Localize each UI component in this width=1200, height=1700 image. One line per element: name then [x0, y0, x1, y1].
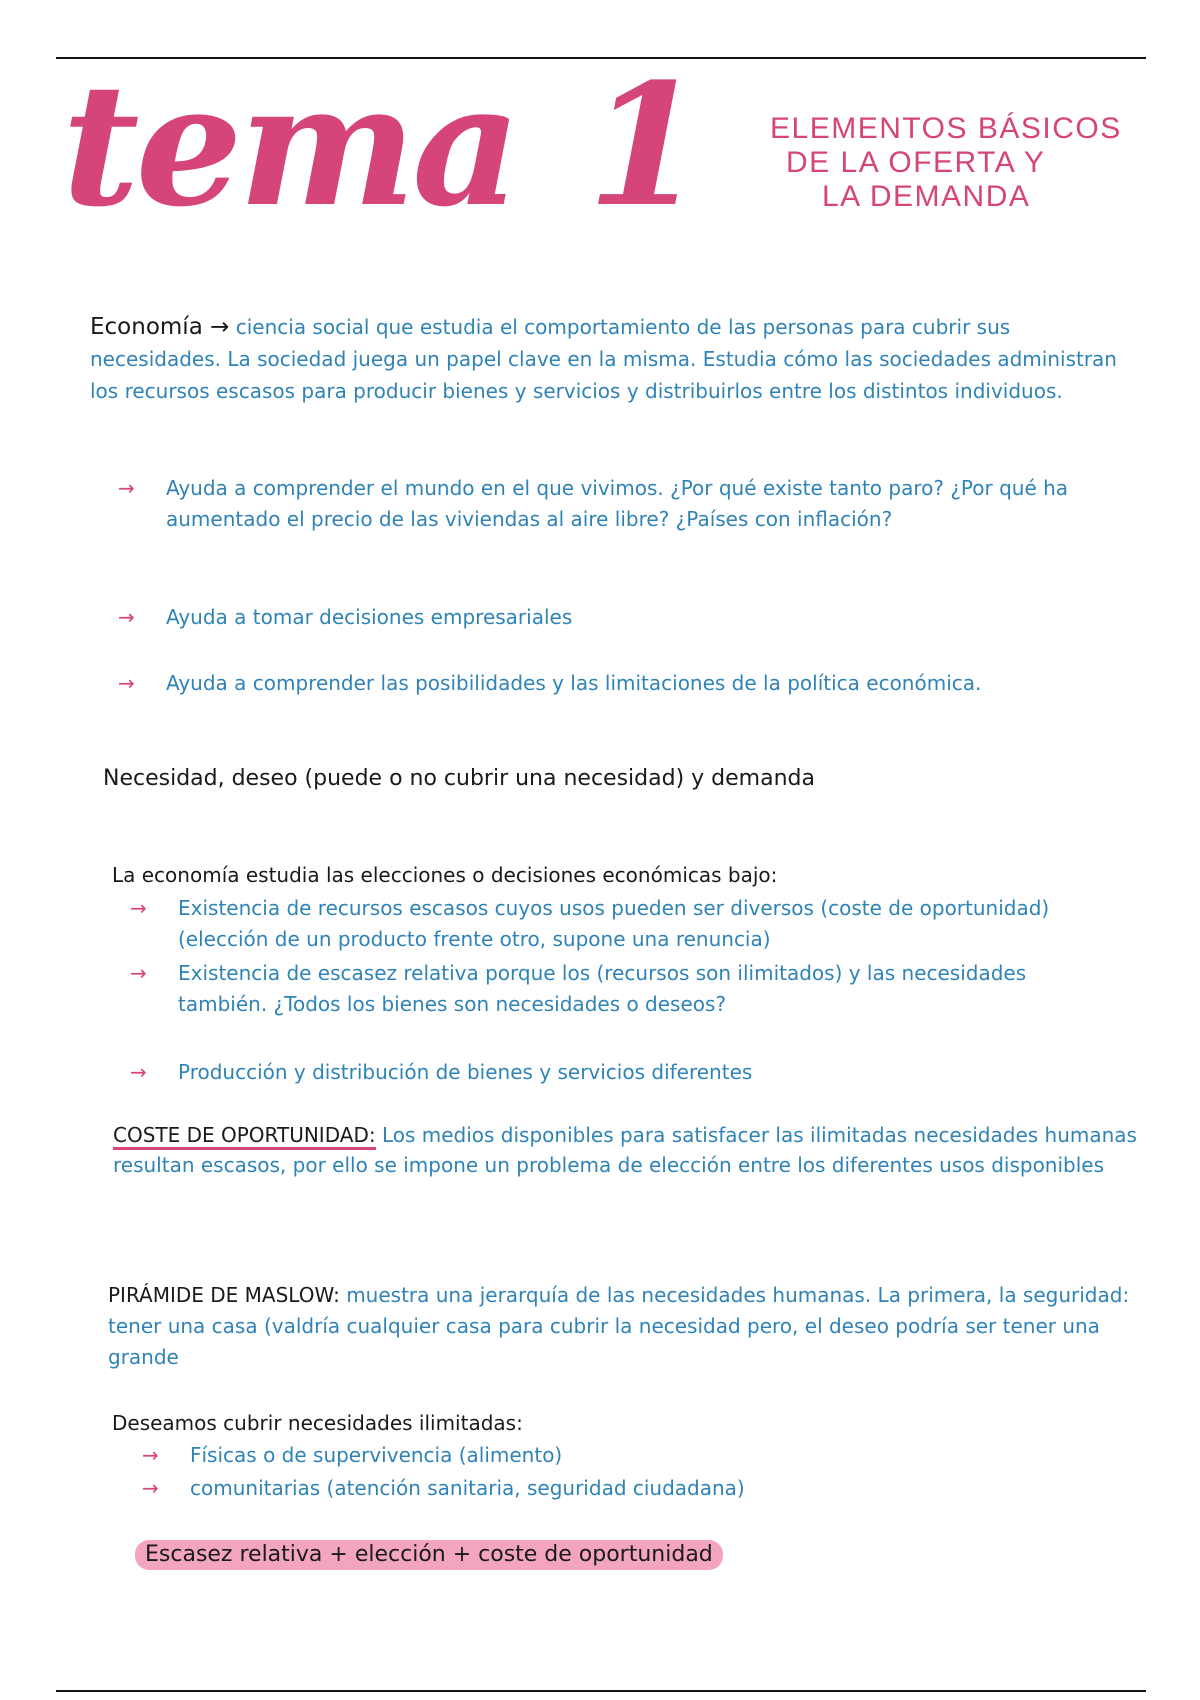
economia-definition — [90, 311, 1130, 407]
bullet-text: Producción y distribución de bienes y servicios diferentes — [178, 1060, 753, 1084]
list-item — [130, 958, 1120, 1020]
page-title — [62, 46, 701, 244]
bullet-text: Ayuda a tomar decisiones empresariales — [166, 605, 573, 629]
arrow-icon: → — [118, 671, 135, 695]
maslow-term: PIRÁMIDE DE MASLOW: — [108, 1283, 340, 1307]
maslow-def: muestra una jerarquía de las necesidades humanas. La primera, la seguridad: tener una casa (valdría cualquier casa para cubrir la necesidad pero, el deseo podría ser tener una grande — [108, 1283, 1130, 1369]
list-item — [118, 602, 1098, 633]
arrow-icon: → — [130, 961, 147, 985]
title-word: tema — [62, 46, 518, 244]
subtitle — [770, 112, 1150, 214]
bottom-rule — [56, 1690, 1146, 1692]
arrow-icon: → — [142, 1476, 159, 1500]
bullet-text: Ayuda a comprender el mundo en el que vivimos. ¿Por qué existe tanto paro? ¿Por qué ha aumentado el precio de las viviendas al aire libre? ¿Países con inflación? — [166, 476, 1069, 531]
maslow-definition — [108, 1280, 1168, 1373]
bullet-text: Existencia de recursos escasos cuyos usos pueden ser diversos (coste de oportunidad) (elección de un producto frente otro, supone una renuncia) — [178, 896, 1050, 951]
highlight-text: Escasez relativa + elección + coste de oportunidad — [135, 1540, 723, 1570]
title-number: 1 — [587, 46, 701, 244]
deseamos-intro: Deseamos cubrir necesidades ilimitadas: — [112, 1411, 523, 1435]
bullet-text: Físicas o de supervivencia (alimento) — [190, 1443, 563, 1467]
coste-definition — [113, 1120, 1163, 1180]
elecciones-intro: La economía estudia las elecciones o decisiones económicas bajo: — [112, 863, 778, 887]
summary-highlight — [135, 1539, 1035, 1570]
arrow-icon: → — [118, 476, 135, 500]
arrow-icon: → — [130, 1060, 147, 1084]
list-item — [118, 668, 1118, 699]
subtitle-line-1: ELEMENTOS BÁSICOS — [770, 112, 1122, 145]
bullet-text: Existencia de escasez relativa porque los (recursos son ilimitados) y las necesidades también. ¿Todos los bienes son necesidades o deseos? — [178, 961, 1027, 1016]
subtitle-line-2: DE LA OFERTA Y — [786, 146, 1046, 179]
subtitle-line-3: LA DEMANDA — [822, 180, 1031, 213]
economia-term: Economía → — [90, 314, 230, 340]
list-item — [118, 473, 1098, 535]
arrow-icon: → — [142, 1443, 159, 1467]
list-item — [142, 1440, 1042, 1471]
coste-def: Los medios disponibles para satisfacer las ilimitadas necesidades humanas resultan escasos, por ello se impone un problema de elección entre los diferentes usos disponibles — [113, 1123, 1137, 1177]
arrow-icon: → — [130, 896, 147, 920]
bullet-text: Ayuda a comprender las posibilidades y las limitaciones de la política económica. — [166, 671, 982, 695]
list-item — [130, 893, 1120, 955]
necesidad-line: Necesidad, deseo (puede o no cubrir una necesidad) y demanda — [103, 766, 815, 791]
bullet-text: comunitarias (atención sanitaria, seguridad ciudadana) — [190, 1476, 745, 1500]
arrow-icon: → — [118, 605, 135, 629]
list-item — [142, 1473, 1042, 1504]
economia-def: ciencia social que estudia el comportamiento de las personas para cubrir sus necesidades. La sociedad juega un papel clave en la misma. Estudia cómo las sociedades administran los recursos escasos para producir bienes y servicios y distribuirlos entre los distintos individuos. — [90, 315, 1117, 403]
coste-term: COSTE DE OPORTUNIDAD: — [113, 1123, 376, 1150]
list-item — [130, 1057, 1120, 1088]
